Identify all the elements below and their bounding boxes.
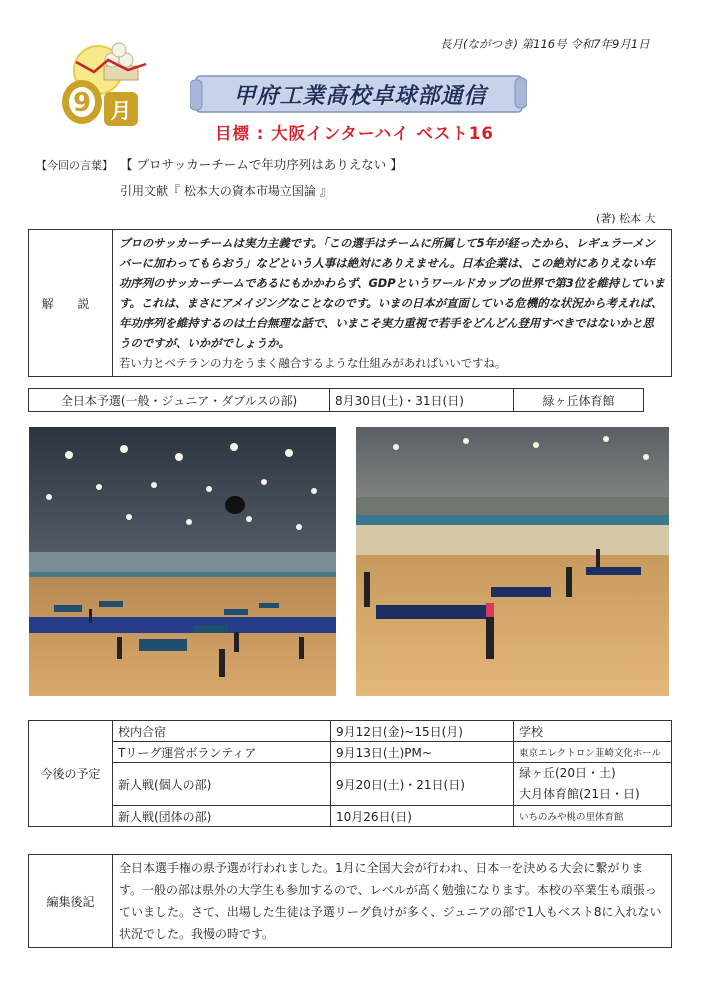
- schedule-date: 10月26日(日): [331, 806, 514, 827]
- quote-source: 引用文献『 松本大の資本市場立国論 』: [120, 184, 332, 198]
- schedule-venue-line2: 大月体育館(21日・日): [519, 787, 640, 801]
- event-date: 8月30日(土)・31日(日): [330, 389, 514, 412]
- schedule-date: 9月20日(土)・21日(日): [331, 763, 514, 806]
- schedule-venue: 東京エレクトロン韮崎文化ホール: [514, 742, 672, 763]
- event-venue: 緑ヶ丘体育館: [514, 389, 644, 412]
- explanation-label: 解 説: [29, 230, 113, 377]
- page-title: 甲府工業高校卓球部通信: [233, 83, 487, 109]
- explanation-box: [28, 229, 672, 377]
- svg-text:月: 月: [110, 99, 132, 123]
- editor-notes-text: 全日本選手権の県予選が行われました。1月に全国大会が行われ、日本一を決める大会に繋がります。一般の部は県外の大学生も参加するので、レベルが高く勉強になります。本校の卒業生も頑張っていました。さて、出場した生徒は予選リーグ負けが多く、ジュニアの部で1人もベスト8に入れない状況でした。我慢の時です。: [113, 855, 672, 948]
- explanation-normal-text: 若い力とベテランの力をうまく融合するような仕組みがあればいいですね。: [119, 356, 507, 370]
- editor-notes-label: 編集後記: [29, 855, 113, 948]
- issue-line: 長月(ながつき) 第116号 令和7年9月1日: [440, 37, 650, 51]
- editor-notes-box: [28, 854, 672, 948]
- gym-photo-left: [29, 427, 336, 696]
- table-row: [29, 806, 672, 827]
- schedule-venue-line1: 緑ヶ丘(20日・土): [519, 766, 616, 780]
- table-row: [29, 742, 672, 763]
- schedule-date: 9月13日(土)PM~: [331, 742, 514, 763]
- table-row: [29, 389, 644, 412]
- moon-dango-icon: [56, 40, 156, 132]
- schedule-label: 今後の予定: [29, 721, 113, 827]
- goal-text: 目標 : 大阪インターハイ ベスト16: [215, 124, 494, 143]
- schedule-date: 9月12日(金)~15日(月): [331, 721, 514, 742]
- event-name: 全日本予選(一般・ジュニア・ダブルスの部): [29, 389, 330, 412]
- schedule-venue: [514, 763, 672, 806]
- schedule-table: [28, 720, 672, 827]
- words-label: 【今回の言葉】: [36, 159, 113, 172]
- schedule-event: 新人戦(個人の部): [113, 763, 331, 806]
- schedule-venue: 学校: [514, 721, 672, 742]
- schedule-event: 新人戦(団体の部): [113, 806, 331, 827]
- schedule-event: 校内合宿: [113, 721, 331, 742]
- svg-text:9: 9: [72, 88, 92, 118]
- quote: 【 プロサッカーチームで年功序列はありえない 】: [120, 157, 403, 172]
- gym-photo-right: [356, 427, 669, 696]
- explanation-body: [113, 230, 672, 377]
- quote-author: (著) 松本 大: [596, 212, 656, 225]
- table-row: [29, 763, 672, 806]
- schedule-venue: いちのみや桃の里体育館: [514, 806, 672, 827]
- month-emblem: [56, 40, 156, 132]
- table-row: [29, 721, 672, 742]
- explanation-bold-text: プロのサッカーチームは実力主義です。「この選手はチームに所属して5年が経ったから、レギュラーメンバーに加わってもらおう」などという人事は絶対にありえません。日本企業は、この絶対にありえない年功序列のサッカーチームであるにもかかわらず、GDPというワールドカップの世界で第3位を維持しています。これは、まさにアメイジングなことなのです。いまの日本が直面している危機的な状況から考えれば、年功序列を維持するのは土台無理な話で、いまこそ実力重視で若手をどんどん登用すべきではないかと思うのですが、いかがでしょうか。: [119, 236, 665, 350]
- event-table: [28, 388, 644, 412]
- schedule-event: Tリーグ運営ボランティア: [113, 742, 331, 763]
